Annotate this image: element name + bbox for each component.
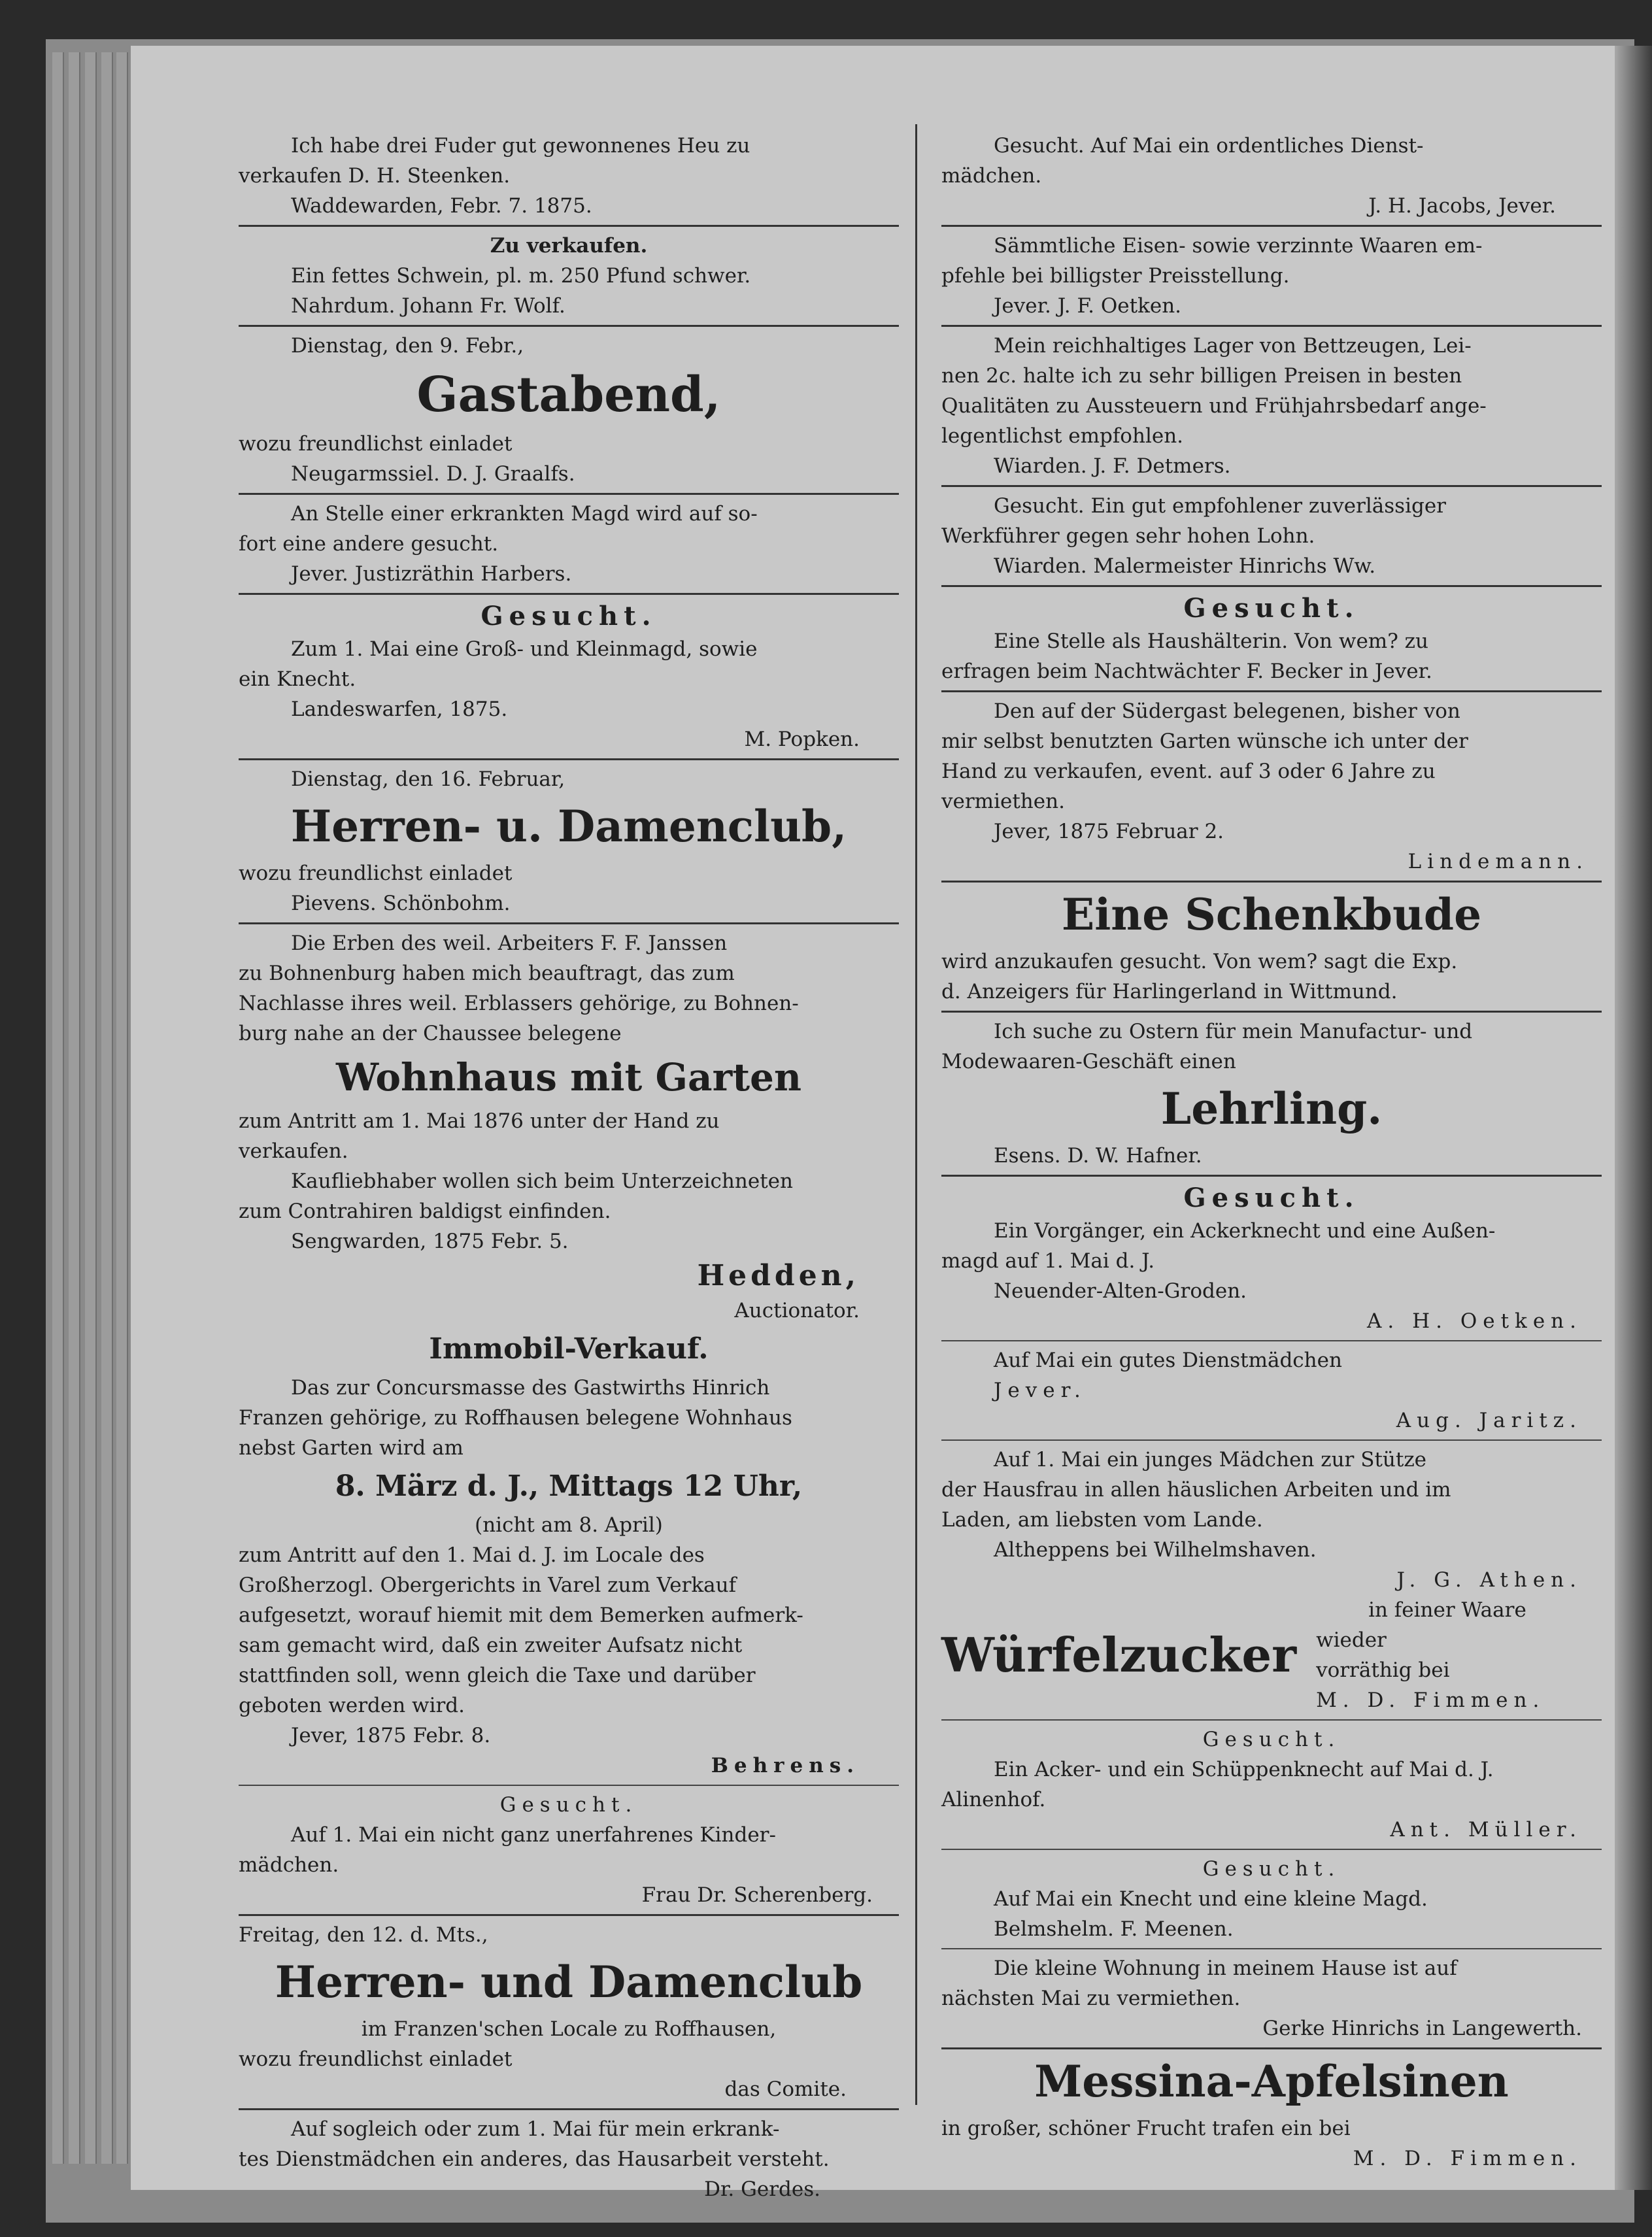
ad-damenclub-12: Freitag, den 12. d. Mts., Herren- und Damenclub im Franzen'schen Locale zu Roffhausen, wozu freundlichst einladet das Comite. bbox=[239, 1920, 899, 2104]
book-spine bbox=[1615, 46, 1652, 2190]
page-edge bbox=[101, 52, 113, 2164]
ad-lindemann: Den auf der Südergast belegenen, bisher von mir selbst benutzten Garten wünsche ich unter der Hand zu verkaufen, event. auf 3 oder 6 Jahre zu vermiethen. Jever, 1875 Februar 2. Lindemann. bbox=[941, 699, 1589, 873]
ad-headline: Eine Schenkbude bbox=[1061, 889, 1482, 940]
ad-mueller: Gesucht. Ein Acker- und ein Schüppenknecht auf Mai d. J. Alinenhof. Ant. Müller. bbox=[941, 1728, 1582, 1842]
ad-headline: Würfelzucker bbox=[941, 1627, 1297, 1683]
ad-immobil: Immobil-Verkauf. Das zur Concursmasse des Gastwirths Hinrich Franzen gehörige, zu Roffhausen belegene Wohnhaus nebst Garten wird am 8. März d. J., Mittags 12 Uhr, (nicht am 8. April) zum Antritt auf den 1. Mai d. J. im Locale des Großherzogl. Obergerichts in Varel zum Verkauf aufgesetzt, worauf hiemit mit dem Bemerken aufmerk- sam gemacht wird, daß ein zweiter Aufsatz nicht stattfinden soll, wenn gleich die Taxe und darüber geboten werden wird. Jever, 1875 Febr. 8. Behrens. bbox=[239, 1330, 899, 1781]
ad-haushaelterin: Gesucht. Eine Stelle als Haushälterin. Von wem? zu erfragen beim Nachtwächter F. Becker in Jever. bbox=[941, 593, 1432, 683]
ad-headline: Messina-Apfelsinen bbox=[1034, 2056, 1509, 2107]
right-column bbox=[941, 131, 1602, 2174]
ad-headline: Herren- u. Damenclub, bbox=[290, 801, 847, 852]
ad-headline: Herren- und Damenclub bbox=[275, 1957, 863, 2008]
ad-damenclub-16: Dienstag, den 16. Februar, Herren- u. Damenclub, wozu freundlichst einladet Pievens. Schönbohm. bbox=[239, 764, 899, 918]
ad-headline: Lehrling. bbox=[1160, 1083, 1383, 1134]
ad-schenkbude: Eine Schenkbude wird anzukaufen gesucht. Von wem? sagt die Exp. d. Anzeigers für Harlingerland in Wittmund. bbox=[941, 886, 1602, 1007]
page-edge bbox=[116, 52, 128, 2164]
ad-athen: Auf 1. Mai ein junges Mädchen zur Stütze der Hausfrau in allen häuslichen Arbeiten und im Laden, am liebsten vom Lande. Altheppens bei Wilhelmshaven. J. G. Athen. bbox=[941, 1448, 1582, 1592]
ad-gesucht-popken: Gesucht. Zum 1. Mai eine Groß- und Kleinmagd, sowie ein Knecht. Landeswarfen, 1875. M. Popken. bbox=[239, 601, 860, 751]
ad-magd: An Stelle einer erkrankten Magd wird auf so- fort eine andere gesucht. Jever. Justizräthin Harbers. bbox=[239, 502, 758, 586]
ad-wuerfelzucker: Würfelzucker in feiner Waare wieder vorräthig bei M. D. Fimmen. bbox=[941, 1598, 1545, 1712]
ad-oetken-eisen: Sämmtliche Eisen- sowie verzinnte Waaren em- pfehle bei billigster Preisstellung. Jever. J. F. Oetken. bbox=[941, 234, 1483, 318]
ad-messina: Messina-Apfelsinen in großer, schöner Frucht trafen ein bei M. D. Fimmen. bbox=[941, 2053, 1602, 2174]
ad-headline: Wohnhaus mit Garten bbox=[335, 1055, 802, 1100]
left-column bbox=[239, 131, 899, 2204]
ad-meenen: Gesucht. Auf Mai ein Knecht und eine kleine Magd. Belmshelm. F. Meenen. bbox=[994, 1857, 1428, 1941]
column-divider bbox=[915, 124, 917, 2105]
ad-headline: Gastabend, bbox=[416, 367, 721, 423]
ad-vorgaenger: Gesucht. Ein Vorgänger, ein Ackerknecht und eine Außen- magd auf 1. Mai d. J. Neuender-Alten-Groden. A. H. Oetken. bbox=[941, 1183, 1582, 1333]
page-edge bbox=[52, 52, 64, 2164]
ad-hinrichs: Die kleine Wohnung in meinem Hause ist auf nächsten Mai zu vermiethen. Gerke Hinrichs in Langewerth. bbox=[941, 1957, 1582, 2040]
ad-heu: Ich habe drei Fuder gut gewonnenes Heu zu verkaufen D. H. Steenken. Waddewarden, Febr. 7. 1875. bbox=[239, 134, 750, 218]
ad-jaritz: Auf Mai ein gutes Dienstmädchen Jever. Aug. Jaritz. bbox=[994, 1349, 1582, 1432]
page-edge bbox=[69, 52, 80, 2164]
ad-schwein: Zu verkaufen. Ein fettes Schwein, pl. m. 250 Pfund schwer. Nahrdum. Johann Fr. Wolf. bbox=[291, 234, 751, 318]
ad-gastabend: Dienstag, den 9. Febr., Gastabend, wozu freundlichst einladet Neugarmssiel. D. J. Graalfs. bbox=[239, 331, 899, 489]
ad-detmers: Mein reichhaltiges Lager von Bettzeugen, Lei- nen 2c. halte ich zu sehr billigen Preisen in besten Qualitäten zu Aussteuern und Frühjahrsbedarf ange- legentlichst empfohlen. Wiarden. J. F. Detmers. bbox=[941, 334, 1487, 478]
ad-headline: Immobil-Verkauf. bbox=[429, 1332, 709, 1366]
ad-werkfuehrer: Gesucht. Ein gut empfohlener zuverlässiger Werkführer gegen sehr hohen Lohn. Wiarden. Malermeister Hinrichs Ww. bbox=[941, 494, 1447, 578]
ad-jacobs: Gesucht. Auf Mai ein ordentliches Dienst- mädchen. J. H. Jacobs, Jever. bbox=[941, 134, 1556, 218]
ad-date-headline: 8. März d. J., Mittags 12 Uhr, bbox=[335, 1470, 803, 1503]
page-edge bbox=[85, 52, 97, 2164]
ad-lehrling: Ich suche zu Ostern für mein Manufactur- und Modewaaren-Geschäft einen Lehrling. Esens. D. W. Hafner. bbox=[941, 1017, 1602, 1171]
ad-gerdes: Auf sogleich oder zum 1. Mai für mein erkrank- tes Dienstmädchen ein anderes, das Hausarbeit versteht. Dr. Gerdes. bbox=[239, 2117, 830, 2201]
ad-wohnhaus: Die Erben des weil. Arbeiters F. F. Janssen zu Bohnenburg haben mich beauftragt, das zum Nachlasse ihres weil. Erblassers gehörige, zu Bohnen- burg nahe an der Chaussee belegene Wohnhaus mit Garten zum Antritt am 1. Mai 1876 unter der Hand zu verkaufen. Kaufliebhaber wollen sich beim Unterzeichneten zum Contrahiren baldigst einfinden. Sengwarden, 1875 Febr. 5. Hedden, Auctionator. bbox=[239, 928, 899, 1326]
ad-kindermaedchen: Gesucht. Auf 1. Mai ein nicht ganz unerfahrenes Kinder- mädchen. Frau Dr. Scherenberg. bbox=[239, 1793, 873, 1907]
